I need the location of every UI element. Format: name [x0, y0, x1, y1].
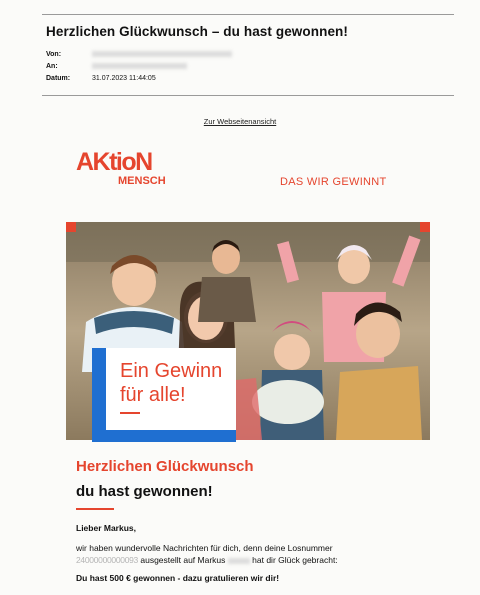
hero-caption-line2: für alle!: [120, 384, 186, 406]
greeting: Lieber Markus,: [76, 523, 136, 533]
date-label: Datum:: [46, 75, 71, 82]
date-value: 31.07.2023 11:44:05: [92, 75, 156, 82]
ticket-issued-text: ausgestellt auf Markus: [140, 555, 226, 565]
hero-corner-accent: [420, 222, 430, 232]
email-subject: Herzlichen Glückwunsch – du hast gewonnen!: [46, 24, 348, 39]
surname-redacted: [228, 558, 250, 564]
heading-congrats: Herzlichen Glückwunsch: [76, 458, 254, 475]
from-label: Von:: [46, 51, 62, 58]
slogan: DAS WIR GEWINNT: [280, 176, 387, 188]
web-view-link[interactable]: Zur Webseitenansicht: [203, 117, 277, 126]
header-rule-bottom: [42, 95, 454, 96]
logo-text-aktion: AKtioN: [76, 148, 152, 176]
hero-caption-line1: Ein Gewinn: [120, 360, 223, 382]
hero-caption-box: [92, 348, 236, 442]
to-label: An:: [46, 63, 58, 70]
heading-underline: [76, 508, 114, 510]
hero-corner-accent: [66, 222, 76, 232]
paragraph-ticket: [76, 555, 338, 565]
header-rule-top: [42, 14, 454, 15]
to-value-redacted: [92, 63, 187, 70]
from-value-redacted: [92, 51, 232, 58]
aktion-mensch-logo[interactable]: [76, 146, 176, 190]
ticket-luck-text: hat dir Glück gebracht:: [252, 555, 338, 565]
logo-text-mensch: MENSCH: [118, 175, 166, 187]
ticket-number: 24000000000093: [76, 555, 138, 565]
paragraph-prize: Du hast 500 € gewonnen - dazu gratulieren wir dir!: [76, 573, 280, 583]
hero-caption-dash: [120, 412, 140, 414]
paragraph-intro: wir haben wundervolle Nachrichten für dich, denn deine Losnummer: [76, 543, 333, 553]
heading-you-won: du hast gewonnen!: [76, 483, 213, 500]
